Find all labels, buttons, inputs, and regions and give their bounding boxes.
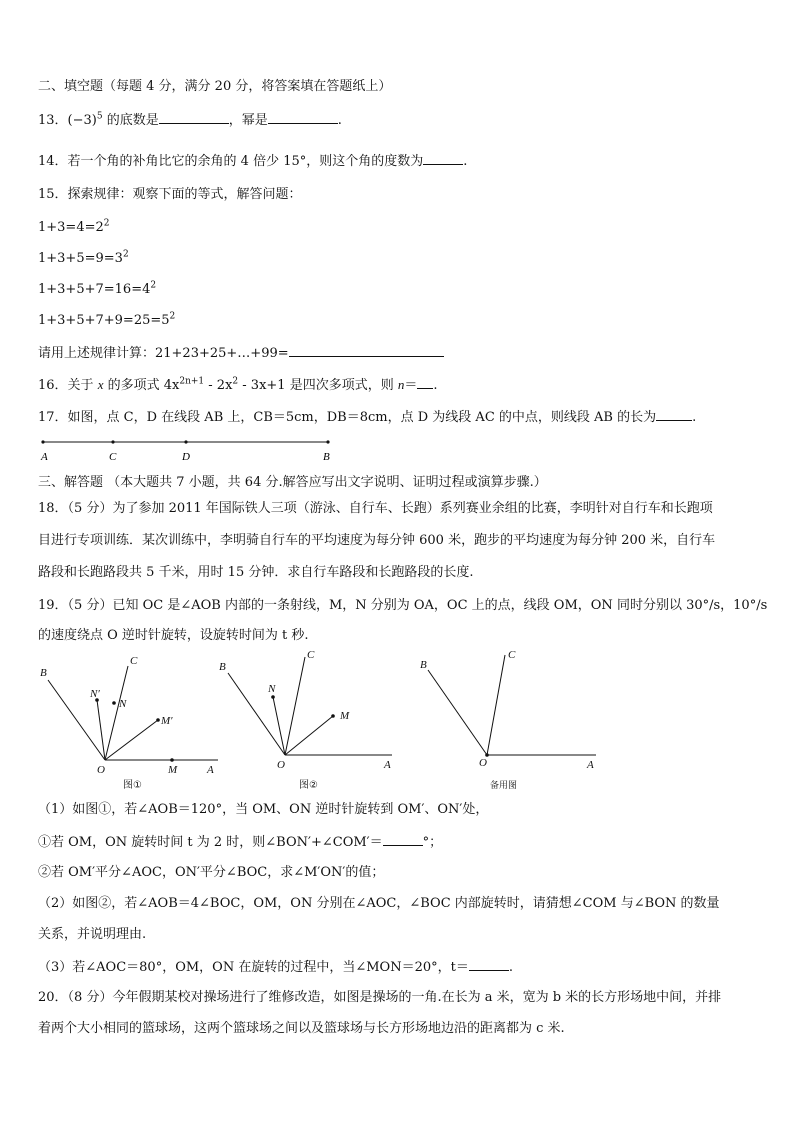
svg-text:B: B	[40, 667, 47, 679]
svg-text:M: M	[168, 764, 178, 776]
section2-header: 二、填空题（每题 4 分，满分 20 分，将答案填在答题纸上）	[38, 79, 392, 94]
question-19-line: 19．（5 分）已知 OC 是∠AOB 内部的一条射线，M，N 分别为 OA，OC 上的点，线段 OM，ON 同时分别以 30°/s，10°/s	[38, 598, 768, 613]
q19-part-1: （1）如图①，若∠AOB＝120°，当 OM、ON 逆时针旋转到 OM′、ON′处，	[38, 802, 489, 817]
q15-ask: 请用上述规律计算：21+23+25+…+99=	[38, 346, 289, 361]
label-B: B	[323, 451, 330, 463]
q13-text-1: 的底数是	[106, 113, 159, 128]
question-16: 16．关于 x 的多项式 $4x^{2n+1} - 2x^2 - 3x+1$ 是四次多项式，则 n＝ .	[38, 376, 438, 393]
q19-part-1a: ①若 OM，ON 旋转时间 t 为 2 时，则∠BON′+∠COM′＝ °；	[38, 832, 442, 852]
svg-text:B: B	[420, 659, 427, 671]
svg-text:N′: N′	[90, 688, 100, 700]
question-20-line: 着两个大小相同的篮球场，这两个篮球场之间以及篮球场与长方形场地边沿的距离都为 c 米.	[38, 1021, 565, 1036]
question-18-line: 目进行专项训练．某次训练中，李明骑自行车的平均速度为每分钟 600 米，跑步的平均速度为每分钟 200 米，自行车	[38, 533, 716, 548]
q15-equation: $1+3+5+7+9=25=5^2$	[38, 311, 176, 328]
q13-base: (−3)	[67, 113, 97, 128]
q14-text: 14．若一个角的补角比它的余角的 4 倍少 15°，则这个角的度数为	[38, 154, 424, 169]
svg-text:C: C	[130, 655, 138, 667]
q19-part-1b: ②若 OM′平分∠AOC，ON′平分∠BOC，求∠M′ON′的值；	[38, 865, 385, 880]
q13-text-2: ，幂是	[228, 113, 268, 128]
svg-text:A: A	[587, 759, 594, 771]
svg-text:A: A	[384, 759, 391, 771]
fig2-caption: 图②	[299, 780, 318, 791]
svg-text:N: N	[268, 683, 276, 695]
fig3-caption: 备用图	[490, 781, 518, 791]
svg-text:M: M	[340, 710, 350, 722]
label-A: A	[41, 451, 48, 463]
question-15-intro: 15．探索规律：观察下面的等式，解答问题：	[38, 187, 302, 202]
figure-1	[40, 655, 218, 791]
question-18-line: 路段和长跑路段共 5 千米，用时 15 分钟．求自行车路段和长跑路段的长度.	[38, 565, 474, 580]
q17-text: 17．如图，点 C，D 在线段 AB 上，CB＝5cm，DB＝8cm，点 D 为线段 AC 的中点，则线段 AB 的长为	[38, 410, 657, 425]
svg-text:O: O	[277, 759, 285, 771]
svg-text:B: B	[219, 661, 226, 673]
q19-blank-1[interactable]	[383, 832, 423, 846]
q13-number: 13．	[38, 113, 68, 128]
label-D: D	[182, 451, 190, 463]
fig1-caption: 图①	[123, 780, 142, 791]
q19-part-2a: （2）如图②，若∠AOB＝4∠BOC，OM，ON 分别在∠AOC，∠BOC 内部旋转时，请猜想∠COM 与∠BON 的数量	[38, 896, 720, 911]
svg-text:N: N	[119, 698, 127, 710]
q15-equation: $1+3=4=2^2$	[38, 218, 110, 235]
section3-header: 三、解答题 （本大题共 7 小题，共 64 分.解答应写出文字说明、证明过程或演算步骤.）	[38, 475, 547, 490]
question-18-line: 18．（5 分）为了参加 2011 年国际铁人三项（游泳、自行车、长跑）系列赛业余组的比赛，李明针对自行车和长跑项	[38, 501, 713, 516]
label-C: C	[109, 451, 117, 463]
svg-text:C: C	[508, 649, 516, 661]
q15-equation: $1+3+5=9=3^2$	[38, 249, 129, 266]
q13-exponent: 5	[96, 111, 103, 122]
svg-text:M′: M′	[161, 715, 173, 727]
q19-part-2b: 关系，并说明理由.	[38, 927, 147, 942]
figure-3	[420, 649, 596, 791]
question-20-line: 20．（8 分）今年假期某校对操场进行了维修改造，如图是操场的一角.在长为 a 米，宽为 b 米的长方形场地中间，并排	[38, 990, 722, 1005]
q14-end: .	[463, 154, 468, 169]
svg-text:O: O	[97, 764, 105, 776]
svg-text:C: C	[307, 649, 315, 661]
question-17: 17．如图，点 C，D 在线段 AB 上，CB＝5cm，DB＝8cm，点 D 为线段 AC 的中点，则线段 AB 的长为 .	[38, 407, 696, 427]
q19-part-3: （3）若∠AOC＝80°，OM，ON 在旋转的过程中，当∠MON＝20°，t＝ .	[38, 957, 513, 977]
question-19-line: 的速度绕点 O 逆时针旋转，设旋转时间为 t 秒.	[38, 628, 309, 643]
q13-end: .	[337, 113, 342, 128]
svg-text:O: O	[479, 757, 487, 769]
figure-2	[219, 649, 392, 791]
svg-text:A: A	[207, 764, 214, 776]
q19-blank-3[interactable]	[469, 957, 509, 971]
q15-equation: $1+3+5+7=16=4^2$	[38, 280, 157, 297]
